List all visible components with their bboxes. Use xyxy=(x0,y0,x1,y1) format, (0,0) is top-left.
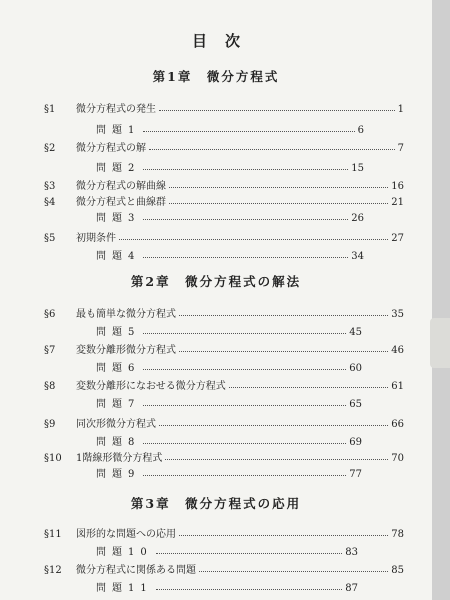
problem-title: 問題4 xyxy=(96,251,141,262)
section-title: 図形的な問題への応用 xyxy=(76,529,176,540)
page-number: 70 xyxy=(391,453,404,464)
page-number: 69 xyxy=(349,437,362,448)
page-number: 87 xyxy=(345,583,358,594)
leader-dots xyxy=(165,459,388,460)
page-number: 83 xyxy=(345,547,358,558)
problem-entry xyxy=(96,250,364,264)
section-entry xyxy=(44,380,404,394)
leader-dots xyxy=(143,443,346,444)
leader-dots xyxy=(179,351,388,352)
leader-dots xyxy=(143,333,346,334)
section-number: §6 xyxy=(44,309,56,320)
toc-title: 目次 xyxy=(191,32,258,50)
section-title: 微分方程式の解曲線 xyxy=(76,181,166,192)
section-title: 微分方程式の解 xyxy=(76,143,146,154)
problem-title: 問題6 xyxy=(96,363,141,374)
section-number: §10 xyxy=(44,453,62,464)
leader-dots xyxy=(169,187,388,188)
section-title: 微分方程式と曲線群 xyxy=(76,197,166,208)
leader-dots xyxy=(159,110,395,111)
page-number: 27 xyxy=(391,233,404,244)
page-number: 46 xyxy=(391,345,404,356)
leader-dots xyxy=(179,535,388,536)
section-entry xyxy=(44,196,404,210)
page-number: 61 xyxy=(391,381,404,392)
problem-title: 問題11 xyxy=(96,583,153,594)
leader-dots xyxy=(156,553,343,554)
section-entry xyxy=(44,344,404,358)
section-number: §9 xyxy=(44,419,56,430)
section-number: §2 xyxy=(44,143,56,154)
problem-entry xyxy=(96,468,362,482)
problem-entry xyxy=(96,436,362,450)
page-number: 77 xyxy=(349,469,362,480)
leader-dots xyxy=(149,149,395,150)
leader-dots xyxy=(119,239,388,240)
section-entry xyxy=(44,564,404,578)
leader-dots xyxy=(169,203,388,204)
section-entry xyxy=(44,308,404,322)
page-number: 16 xyxy=(391,181,404,192)
leader-dots xyxy=(143,405,346,406)
page-number: 78 xyxy=(391,529,404,540)
problem-entry xyxy=(96,546,358,560)
section-number: §7 xyxy=(44,345,56,356)
leader-dots xyxy=(143,369,346,370)
problem-entry xyxy=(96,362,362,376)
leader-dots xyxy=(156,589,343,590)
chapter-2-title: 第2章 微分方程式の解法 xyxy=(130,274,302,289)
section-number: §5 xyxy=(44,233,56,244)
section-number: §12 xyxy=(44,565,62,576)
section-title: 変数分離形になおせる微分方程式 xyxy=(76,381,226,392)
section-title: 最も簡単な微分方程式 xyxy=(76,309,176,320)
leader-dots xyxy=(143,219,348,220)
problem-title: 問題1 xyxy=(96,125,141,136)
chapter-3-title: 第3章 微分方程式の応用 xyxy=(130,496,302,511)
problem-entry xyxy=(96,326,362,340)
leader-dots xyxy=(159,425,388,426)
leader-dots xyxy=(143,257,348,258)
page-number: 6 xyxy=(357,125,364,136)
page-number: 85 xyxy=(391,565,404,576)
problem-entry xyxy=(96,398,362,412)
problem-title: 問題9 xyxy=(96,469,141,480)
page-number: 65 xyxy=(349,399,362,410)
section-number: §4 xyxy=(44,197,56,208)
page-number: 26 xyxy=(351,213,364,224)
page-number: 34 xyxy=(351,251,364,262)
leader-dots xyxy=(143,131,354,132)
problem-title: 問題7 xyxy=(96,399,141,410)
section-entry xyxy=(44,452,404,466)
leader-dots xyxy=(179,315,388,316)
problem-entry xyxy=(96,212,364,226)
page-number: 1 xyxy=(397,104,404,115)
leader-dots xyxy=(143,169,348,170)
problem-title: 問題10 xyxy=(96,547,153,558)
problem-entry xyxy=(96,124,364,138)
leader-dots xyxy=(199,571,388,572)
section-title: 1階線形微分方程式 xyxy=(76,453,163,464)
section-entry xyxy=(44,180,404,194)
page-number: 66 xyxy=(391,419,404,430)
section-title: 同次形微分方程式 xyxy=(76,419,156,430)
section-title: 微分方程式に関係ある問題 xyxy=(76,565,196,576)
section-title: 初期条件 xyxy=(76,233,116,244)
section-number: §1 xyxy=(44,104,56,115)
problem-title: 問題3 xyxy=(96,213,141,224)
section-number: §3 xyxy=(44,181,56,192)
problem-entry xyxy=(96,162,364,176)
section-title: 微分方程式の発生 xyxy=(76,104,156,115)
section-entry xyxy=(44,232,404,246)
problem-title: 問題8 xyxy=(96,437,141,448)
page-number: 15 xyxy=(351,163,364,174)
leader-dots xyxy=(143,475,346,476)
leader-dots xyxy=(229,387,389,388)
section-entry xyxy=(44,142,404,156)
page-number: 7 xyxy=(397,143,404,154)
page-number: 45 xyxy=(349,327,362,338)
section-entry xyxy=(44,528,404,542)
problem-entry xyxy=(96,582,358,596)
page-number: 35 xyxy=(391,309,404,320)
page-number: 21 xyxy=(391,197,404,208)
section-entry xyxy=(44,103,404,117)
book-case-tab xyxy=(430,318,450,368)
section-number: §11 xyxy=(44,529,62,540)
page-number: 60 xyxy=(349,363,362,374)
section-entry xyxy=(44,418,404,432)
section-title: 変数分離形微分方程式 xyxy=(76,345,176,356)
chapter-1-title: 第1章 微分方程式 xyxy=(152,69,280,84)
problem-title: 問題2 xyxy=(96,163,141,174)
section-number: §8 xyxy=(44,381,56,392)
problem-title: 問題5 xyxy=(96,327,141,338)
